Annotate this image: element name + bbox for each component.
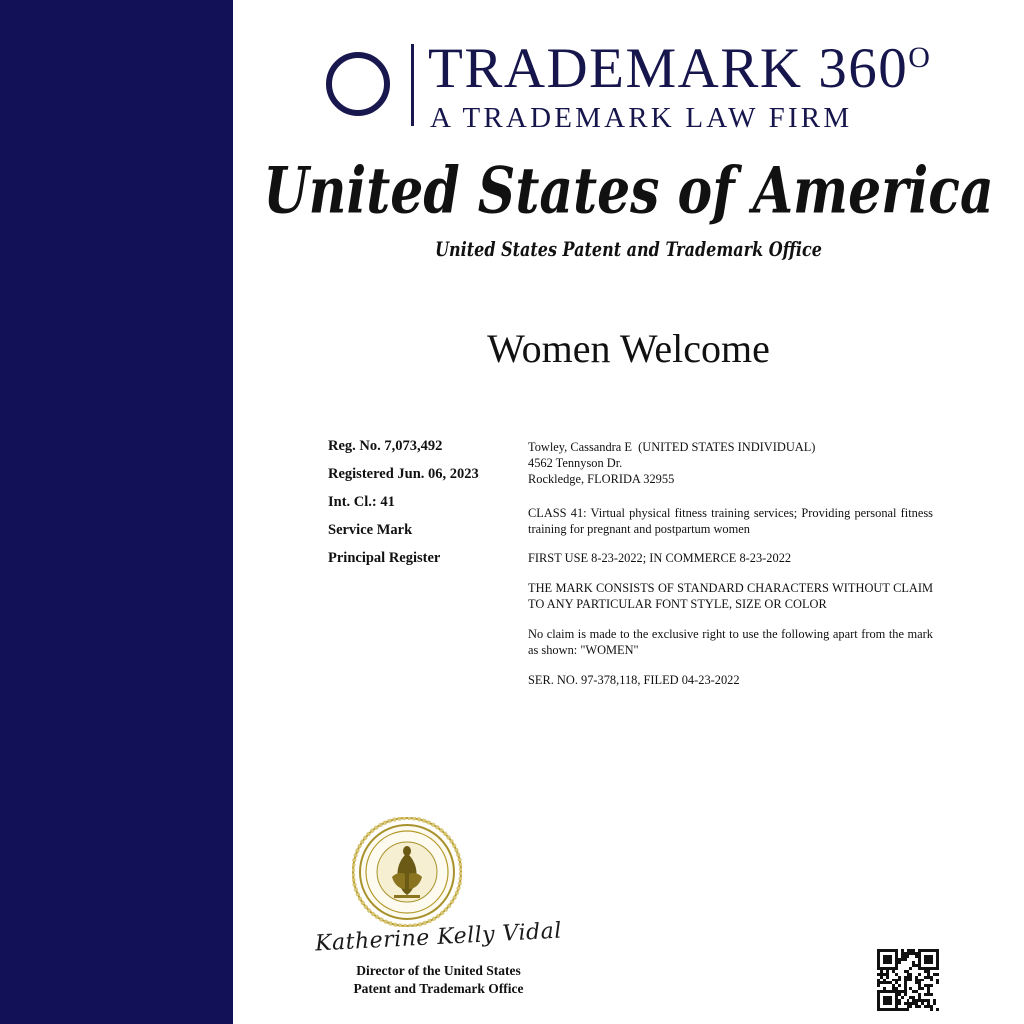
owner-name: Towley, Cassandra E (UNITED STATES INDIVIDUAL) xyxy=(528,440,816,454)
logo-divider xyxy=(411,44,414,126)
reg-number: Reg. No. 7,073,492 xyxy=(328,438,443,454)
brand-name xyxy=(428,36,931,101)
mark-type: Service Mark xyxy=(328,522,413,538)
certificate-heading xyxy=(233,153,1024,261)
ring-logo-icon xyxy=(326,52,390,116)
signature-script: Katherine Kelly Vidal xyxy=(314,918,563,957)
brand-tagline: A TRADEMARK LAW FIRM xyxy=(430,102,853,134)
director-title xyxy=(301,962,576,997)
brand-name-text: TRADEMARK 360 xyxy=(428,37,909,100)
owner-city-state-zip: Rockledge, FLORIDA 32955 xyxy=(528,471,675,486)
office-heading: United States Patent and Trademark Office xyxy=(435,238,822,261)
brand-degree-symbol: O xyxy=(908,41,932,74)
first-use-statement: FIRST USE 8-23-2022; IN COMMERCE 8-23-2022 xyxy=(528,551,792,566)
trademark-text: Women Welcome xyxy=(487,326,770,371)
left-navy-band xyxy=(0,0,233,1024)
registration-metadata xyxy=(328,438,528,578)
register-type: Principal Register xyxy=(328,550,441,566)
owner-street: 4562 Tennyson Dr. xyxy=(528,455,623,470)
disclaimer-statement: No claim is made to the exclusive right to use the following apart from the mark as shown: "WOMEN" xyxy=(528,627,933,657)
director-title-line1: Director of the United States xyxy=(356,963,521,978)
registration-date: Registered Jun. 06, 2023 xyxy=(328,466,479,482)
qr-code-icon xyxy=(877,949,939,1011)
class-statement: CLASS 41: Virtual physical fitness training services; Providing personal fitness training for pregnant and postpartum women xyxy=(528,505,933,536)
uspto-seal-icon xyxy=(352,817,462,927)
registration-body xyxy=(528,440,933,703)
director-title-line2: Patent and Trademark Office xyxy=(353,980,524,996)
director-signature-block xyxy=(301,918,576,997)
serial-number: SER. NO. 97-378,118, FILED 04-23-2022 xyxy=(528,672,740,687)
international-class: Int. Cl.: 41 xyxy=(328,494,395,510)
country-heading: United States of America xyxy=(263,153,994,229)
standard-characters-statement: THE MARK CONSISTS OF STANDARD CHARACTERS WITHOUT CLAIM TO ANY PARTICULAR FONT STYLE, SIZE OR COLOR xyxy=(528,581,933,612)
owner-block xyxy=(528,440,933,488)
document-sheet xyxy=(233,0,1024,1024)
brand-header xyxy=(278,28,988,138)
